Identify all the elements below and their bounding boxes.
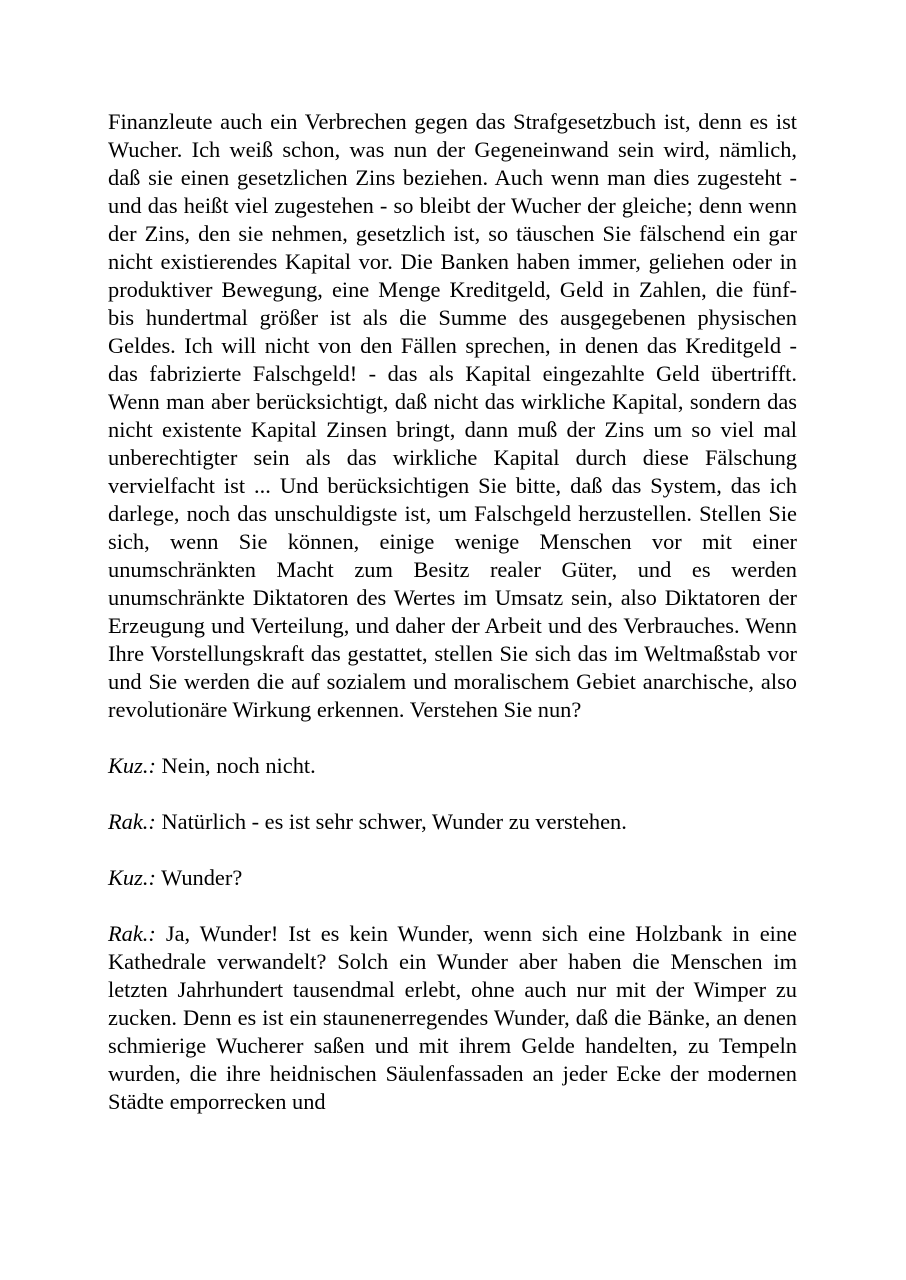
paragraph-finanzleute [108, 108, 797, 724]
paragraph-text: Wunder? [155, 865, 243, 890]
paragraph-text: Nein, noch nicht. [155, 753, 316, 778]
speaker-label: Kuz.: [108, 753, 156, 778]
paragraph-text: Finanzleute auch ein Verbrechen gegen das Strafgesetzbuch ist, denn es ist Wucher. Ich weiß schon, was nun der Gegeneinwand sein wird, nämlich, daß sie einen gesetzlichen Zins beziehen. Auch wenn man dies zugesteht - und das heißt viel zugestehen - so bleibt der Wucher der gleiche; denn wenn der Zins, den sie nehmen, gesetzlich ist, so täuschen Sie fälschend ein gar nicht existierendes Kapital vor. Die Banken haben immer, geliehen oder in produktiver Bewegung, eine Menge Kreditgeld, Geld in Zahlen, die fünf- bis hundertmal größer ist als die Summe des ausgegebenen physischen Geldes. Ich will nicht von den Fällen sprechen, in denen das Kreditgeld - das fabrizierte Falschgeld! - das als Kapital eingezahlte Geld übertrifft. Wenn man aber berücksichtigt, daß nicht das wirkliche Kapital, sondern das nicht existente Kapital Zinsen bringt, dann muß der Zins um so viel mal unberechtigter sein als das wirkliche Kapital durch diese Fälschung vervielfacht ist ... Und berücksichtigen Sie bitte, daß das System, das ich darlege, noch das unschuldigste ist, um Falschgeld herzustellen. Stellen Sie sich, wenn Sie können, einige wenige Menschen vor mit einer unumschränkten Macht zum Besitz realer Güter, und es werden unumschränkte Diktatoren des Wertes im Umsatz sein, also Diktatoren der Erzeugung und Verteilung, und daher der Arbeit und des Verbrauches. Wenn Ihre Vorstellungskraft das gestattet, stellen Sie sich das im Weltmaßstab vor und Sie werden die auf sozialem und moralischem Gebiet anarchische, also revolutionäre Wirkung erkennen. Verstehen Sie nun? [108, 109, 797, 722]
paragraph-text: Natürlich - es ist sehr schwer, Wunder zu verstehen. [155, 809, 627, 834]
document-page [108, 108, 797, 1144]
paragraph-text: Ja, Wunder! Ist es kein Wunder, wenn sich eine Holzbank in eine Kathedrale verwandelt? Solch ein Wunder aber haben die Menschen im letzten Jahrhundert tausendmal erlebt, ohne auch nur mit der Wimper zu zucken. Denn es ist ein staunenerregendes Wunder, daß die Bänke, an denen schmierige Wucherer saßen und mit ihrem Gelde handelten, zu Tempeln wurden, die ihre heidnischen Säulenfassaden an jeder Ecke der modernen Städte emporrecken und [108, 921, 797, 1114]
speaker-label: Rak.: [108, 921, 156, 946]
speaker-label: Kuz.: [108, 865, 156, 890]
paragraph-kuz-wunder [108, 864, 797, 892]
paragraph-rak-natuerlich [108, 808, 797, 836]
paragraph-kuz-nein [108, 752, 797, 780]
speaker-label: Rak.: [108, 809, 156, 834]
paragraph-rak-ja-wunder [108, 920, 797, 1116]
